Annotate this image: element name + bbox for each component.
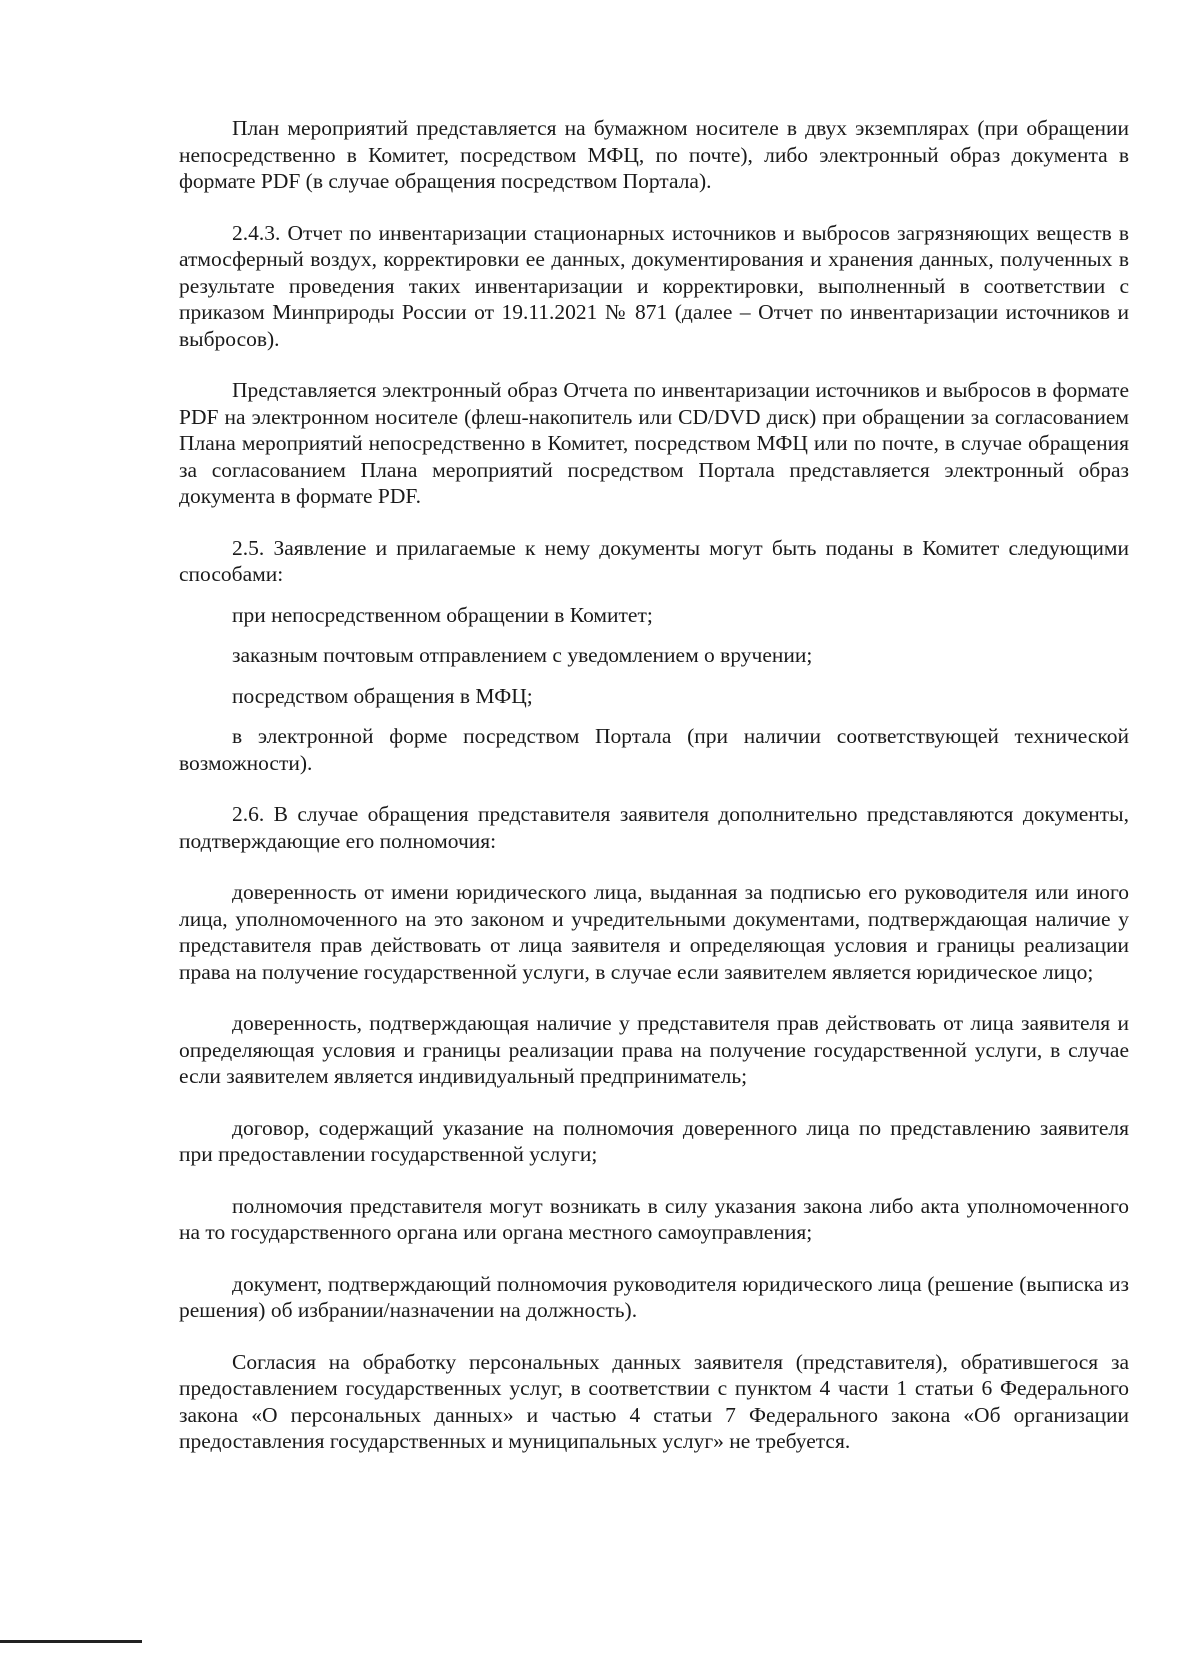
paragraph-2-5: 2.5. Заявление и прилагаемые к нему документы могут быть поданы в Комитет следующими способами: <box>179 535 1129 586</box>
paragraph-plan-submission: План мероприятий представляется на бумажном носителе в двух экземплярах (при обращении непосредственно в Комитет, посредством МФЦ, по почте), либо электронный образ документа в формате PDF (в случае обращения посредством Портала). <box>179 116 1129 193</box>
list-item-authority-by-law: полномочия представителя могут возникать в силу указания закона либо акта уполномоченного на то государственного органа или органа местного самоуправления; <box>179 1193 1129 1244</box>
scan-edge-line <box>0 1640 142 1643</box>
list-item-portal: в электронной форме посредством Портала (при наличии соответствующей технической возможности). <box>179 724 1129 775</box>
document-body <box>179 115 1129 1455</box>
list-item-registered-mail: заказным почтовым отправлением с уведомлением о вручении; <box>232 643 813 667</box>
list-item-agreement: договор, содержащий указание на полномочия доверенного лица по представлению заявителя при предоставлении государственной услуги; <box>179 1115 1129 1166</box>
list-item-legal-entity-poa: доверенность от имени юридического лица, выданная за подписью его руководителя или иного лица, уполномоченного на это законом и учредительными документами, подтверждающая наличие у представителя прав действовать от лица заявителя и определяющая условия и границы реализации права на получение государственной услуги, в случае если заявителем является юридическое лицо; <box>179 880 1129 984</box>
list-item-direct-submission: при непосредственном обращении в Комитет; <box>232 602 653 627</box>
paragraph-personal-data-consent: Согласия на обработку персональных данных заявителя (представителя), обратившегося за предоставлением государственных услуг, в соответствии с пунктом 4 части 1 статьи 6 Федерального закона «О персональных данных» и частью 4 статьи 7 Федерального закона «Об организации предоставления государственных и муниципальных услуг» не требуется. <box>179 1349 1129 1453</box>
list-item-entrepreneur-poa: доверенность, подтверждающая наличие у представителя прав действовать от лица заявителя и определяющая условия и границы реализации права на получение государственной услуги, в случае если заявителем является индивидуальный предприниматель; <box>179 1011 1129 1088</box>
paragraph-inventory-report-format: Представляется электронный образ Отчета по инвентаризации источников и выбросов в формате PDF на электронном носителе (флеш-накопитель или CD/DVD диск) при обращении за согласованием Плана мероприятий непосредственно в Комитет, посредством МФЦ или по почте, в случае обращения за согласованием Плана мероприятий посредством Портала представляется электронный образ документа в формате PDF. <box>179 378 1129 508</box>
list-item-director-authority: документ, подтверждающий полномочия руководителя юридического лица (решение (выписка из решения) об избрании/назначении на должность). <box>179 1271 1129 1322</box>
list-item-mfc: посредством обращения в МФЦ; <box>232 683 533 708</box>
paragraph-2-4-3: 2.4.3. Отчет по инвентаризации стационарных источников и выбросов загрязняющих веществ в атмосферный воздух, корректировки ее данных, документирования и хранения данных, полученных в результате проведения таких инвентаризации и корректировки, выполненный в соответствии с приказом Минприроды России от 19.11.2021 № 871 (далее – Отчет по инвентаризации источников и выбросов). <box>179 220 1129 351</box>
paragraph-2-6: 2.6. В случае обращения представителя заявителя дополнительно представляются документы, подтверждающие его полномочия: <box>179 802 1129 853</box>
